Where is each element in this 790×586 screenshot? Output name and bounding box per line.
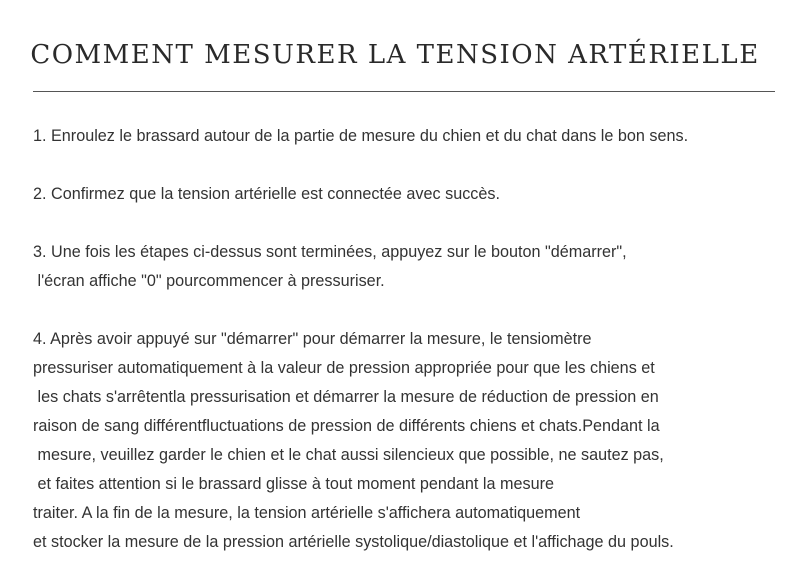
step-1-line-1: 1. Enroulez le brassard autour de la partie de mesure du chien et du chat dans le bon sens.	[33, 127, 689, 145]
step-4-line-3: les chats s'arrêtentla pressurisation et démarrer la mesure de réduction de pression en	[33, 388, 659, 406]
step-4-line-1: 4. Après avoir appuyé sur "démarrer" pour démarrer la mesure, le tensiomètre	[33, 330, 592, 348]
step-2-line-1: 2. Confirmez que la tension artérielle est connectée avec succès.	[33, 185, 500, 203]
instructions	[33, 122, 785, 586]
step-4	[33, 325, 785, 557]
step-3-line-1: 3. Une fois les étapes ci-dessus sont terminées, appuyez sur le bouton "démarrer",	[33, 243, 627, 261]
step-3-line-2: l'écran affiche "0" pourcommencer à pressuriser.	[33, 272, 385, 290]
title-divider	[33, 91, 775, 92]
step-4-line-6: et faites attention si le brassard glisse à tout moment pendant la mesure	[33, 475, 554, 493]
step-1	[33, 122, 785, 151]
step-4-line-8: et stocker la mesure de la pression artérielle systolique/diastolique et l'affichage du pouls.	[33, 533, 674, 551]
step-4-line-7: traiter. A la fin de la mesure, la tension artérielle s'affichera automatiquement	[33, 504, 581, 522]
step-3	[33, 238, 785, 296]
step-4-line-2: pressuriser automatiquement à la valeur de pression appropriée pour que les chiens et	[33, 359, 655, 377]
step-4-line-5: mesure, veuillez garder le chien et le chat aussi silencieux que possible, ne sautez pas,	[33, 446, 664, 464]
page-title: COMMENT MESURER LA TENSION ARTÉRIELLE	[30, 40, 760, 70]
step-2	[33, 180, 785, 209]
step-4-line-4: raison de sang différentfluctuations de pression de différents chiens et chats.Pendant la	[33, 417, 660, 435]
